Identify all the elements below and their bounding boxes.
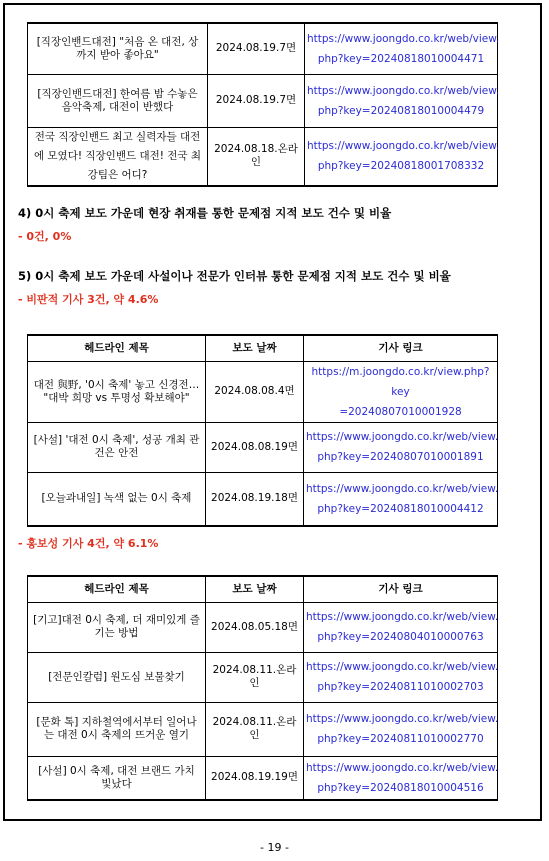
headline-cell: 대전 與野, '0시 축제' 놓고 신경전… "대박 희망 vs 투명성 확보해야" (28, 361, 206, 422)
table-row (28, 127, 498, 186)
article-link[interactable]: https://www.joongdo.co.kr/web/view. php?key=20240818010004516 (304, 756, 498, 800)
article-link[interactable]: https://www.joongdo.co.kr/web/view. php?key=20240818010004471 (305, 23, 498, 74)
headline-cell: [직장인밴드대전] "처음 온 대전, 상까지 받아 좋아요" (28, 23, 208, 74)
headline-cell: [직장인밴드대전] 한여름 밤 수놓은 음악축제, 대전이 반했다 (28, 74, 208, 127)
table-row (28, 652, 498, 702)
headline-header: 헤드라인 제목 (28, 335, 206, 361)
article-link[interactable]: https://m.joongdo.co.kr/view.php?key =20240807010001928 (304, 361, 498, 422)
critical-articles-summary: - 비판적 기사 3건, 약 4.6% (18, 293, 159, 306)
promo-articles-table (27, 575, 498, 801)
table-row (28, 702, 498, 756)
table-header-row (28, 335, 498, 361)
date-cell: 2024.08.19.18면 (206, 472, 304, 526)
critical-articles-table (27, 334, 498, 527)
article-link[interactable]: https://www.joongdo.co.kr/web/view. php?key=20240804010000763 (304, 602, 498, 652)
date-header: 보도 날짜 (206, 576, 304, 602)
article-link[interactable]: https://www.joongdo.co.kr/web/view. php?key=20240811010002703 (304, 652, 498, 702)
table-header-row (28, 576, 498, 602)
date-cell: 2024.08.11.온라인 (206, 652, 304, 702)
section-5-heading: 5) 0시 축제 보도 가운데 사설이나 전문가 인터뷰 통한 문제점 지적 보도 건수 및 비율 (18, 269, 451, 283)
table-row (28, 74, 498, 127)
headline-cell: [사설] 0시 축제, 대전 브랜드 가치 빛났다 (28, 756, 206, 800)
article-table-1 (27, 22, 498, 187)
date-cell: 2024.08.05.18면 (206, 602, 304, 652)
table-row (28, 23, 498, 74)
table-row (28, 422, 498, 472)
date-cell: 2024.08.19.19면 (206, 756, 304, 800)
table-row (28, 361, 498, 422)
date-cell: 2024.08.11.온라인 (206, 702, 304, 756)
date-cell: 2024.08.18.온라인 (208, 127, 305, 186)
article-link[interactable]: https://www.joongdo.co.kr/web/view. php?key=20240818001708332 (305, 127, 498, 186)
link-header: 기사 링크 (304, 576, 498, 602)
table-row (28, 472, 498, 526)
date-header: 보도 날짜 (206, 335, 304, 361)
promo-articles-summary: - 홍보성 기사 4건, 약 6.1% (18, 537, 159, 550)
table-row (28, 756, 498, 800)
headline-cell: [사설] '대전 0시 축제', 성공 개최 관건은 안전 (28, 422, 206, 472)
headline-cell: [기고]대전 0시 축제, 더 재미있게 즐기는 방법 (28, 602, 206, 652)
table-row (28, 602, 498, 652)
headline-header: 헤드라인 제목 (28, 576, 206, 602)
section-4-heading: 4) 0시 축제 보도 가운데 현장 취재를 통한 문제점 지적 보도 건수 및 비율 (18, 206, 392, 220)
article-link[interactable]: https://www.joongdo.co.kr/web/view. php?key=20240818010004479 (305, 74, 498, 127)
headline-cell: [문화 톡] 지하철역에서부터 일어나는 대전 0시 축제의 뜨거운 열기 (28, 702, 206, 756)
section-4-result: - 0건, 0% (18, 230, 72, 243)
article-link[interactable]: https://www.joongdo.co.kr/web/view. php?key=20240811010002770 (304, 702, 498, 756)
date-cell: 2024.08.19.7면 (208, 74, 305, 127)
headline-cell: [오늘과내일] 녹색 없는 0시 축제 (28, 472, 206, 526)
date-cell: 2024.08.08.4면 (206, 361, 304, 422)
headline-cell: 전국 직장인밴드 최고 실력자들 대전에 모였다! 직장인밴드 대전! 전국 최강팀은 어디? (28, 127, 208, 186)
page-number: - 19 - (260, 841, 289, 854)
link-header: 기사 링크 (304, 335, 498, 361)
headline-cell: [전문인칼럼] 원도심 보물찾기 (28, 652, 206, 702)
article-link[interactable]: https://www.joongdo.co.kr/web/view. php?key=20240818010004412 (304, 472, 498, 526)
date-cell: 2024.08.19.7면 (208, 23, 305, 74)
date-cell: 2024.08.08.19면 (206, 422, 304, 472)
article-link[interactable]: https://www.joongdo.co.kr/web/view. php?key=20240807010001891 (304, 422, 498, 472)
